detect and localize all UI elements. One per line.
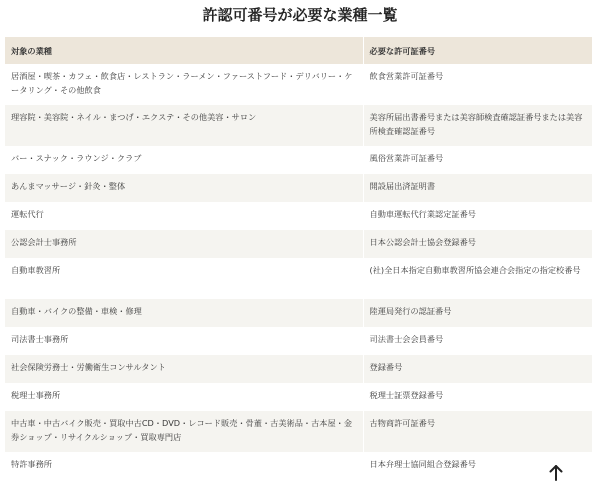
industry-cell: 中古車・中古バイク販売・買取中古CD・DVD・レコード販売・骨董・古美術品・古本屋・金券ショップ・リサイクルショップ・買取専門店 [5, 411, 363, 452]
license-cell: 風俗営業許可証番号 [363, 146, 592, 174]
license-cell: 古物商許可証番号 [363, 411, 592, 452]
industry-cell: 理容院・美容院・ネイル・まつげ・エクステ・その他美容・サロン [5, 105, 363, 146]
arrow-up-icon [549, 465, 563, 481]
industry-cell: あんまマッサージ・針灸・整体 [5, 174, 363, 202]
table-row [5, 174, 592, 202]
table-row [5, 452, 592, 480]
industry-cell: 自動車教習所 [5, 258, 363, 299]
license-cell: 陸運局発行の認証番号 [363, 299, 592, 327]
license-cell: 日本公認会計士協会登録番号 [363, 230, 592, 258]
license-table-container [5, 37, 592, 480]
license-cell: 登録番号 [363, 355, 592, 383]
license-cell: 司法書士会会員番号 [363, 327, 592, 355]
industry-cell: 司法書士事務所 [5, 327, 363, 355]
industry-cell: バー・スナック・ラウンジ・クラブ [5, 146, 363, 174]
table-row [5, 258, 592, 299]
license-cell: (社)全日本指定自動車教習所協会連合会指定の指定校番号 [363, 258, 592, 299]
industry-cell: 特許事務所 [5, 452, 363, 480]
header-industry: 対象の業種 [5, 37, 363, 64]
table-row [5, 411, 592, 452]
scroll-to-top-button[interactable] [542, 459, 570, 487]
table-row [5, 355, 592, 383]
header-license: 必要な許可証番号 [363, 37, 592, 64]
industry-cell: 公認会計士事務所 [5, 230, 363, 258]
industry-cell: 自動車・バイクの整備・車検・修理 [5, 299, 363, 327]
table-header-row [5, 37, 592, 64]
license-cell: 美容所届出書番号または美容師検査確認証番号または美容所検査確認証番号 [363, 105, 592, 146]
license-cell: 日本弁理士協同組合登録番号 [363, 452, 592, 480]
industry-cell: 運転代行 [5, 202, 363, 230]
page-title: 許認可番号が必要な業種一覧 [202, 6, 398, 24]
table-row [5, 230, 592, 258]
table-row [5, 327, 592, 355]
industry-cell: 社会保険労務士・労働衛生コンサルタント [5, 355, 363, 383]
industry-cell: 税理士事務所 [5, 383, 363, 411]
license-cell: 開設届出済証明書 [363, 174, 592, 202]
license-table [5, 37, 593, 480]
table-row [5, 146, 592, 174]
table-row [5, 105, 592, 146]
license-cell: 自動車運転代行業認定証番号 [363, 202, 592, 230]
license-cell: 飲食営業許可証番号 [363, 64, 592, 105]
table-row [5, 202, 592, 230]
table-row [5, 299, 592, 327]
table-row [5, 64, 592, 105]
industry-cell: 居酒屋・喫茶・カフェ・飲食店・レストラン・ラーメン・ファーストフード・デリバリー・ケータリング・その他飲食 [5, 64, 363, 105]
license-cell: 税理士証票登録番号 [363, 383, 592, 411]
table-row [5, 383, 592, 411]
